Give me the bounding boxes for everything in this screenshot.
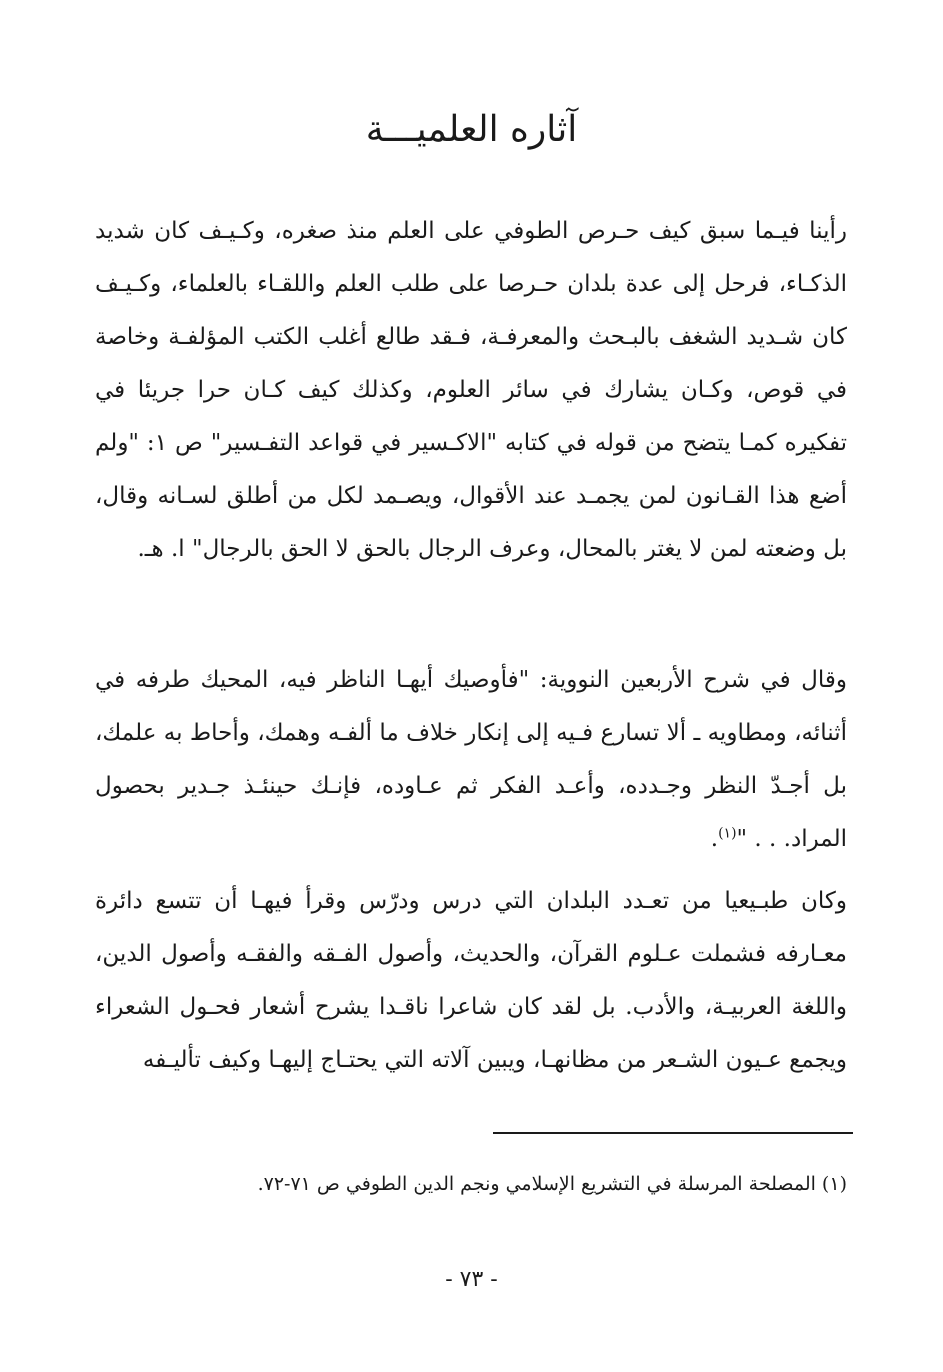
page-number: - ٧٣ - — [445, 1267, 498, 1292]
footnote-reference: (١) — [718, 825, 737, 842]
page-title: آثاره العلميـــة — [365, 109, 578, 150]
paragraph-2-end: . — [710, 826, 719, 852]
paragraph-2 — [95, 654, 847, 866]
footnote-divider — [493, 1132, 853, 1134]
paragraph-2-text: وقال في شرح الأربعين النووية: "فأوصيك أيهـا الناظر فيه، المحيك طرفه في أثنائه، ومطاويه ـ ألا تسارع فـيه إلى إنكار خلاف ما ألفـه وهمك، وأحاط به علمك، بل أجـدّ النظر وجـدده، وأعـد الفكر ثم عـاوده، فإنـك حينئـذ جـدير بحصول المراد. . . " — [95, 667, 847, 852]
footnote: (١) المصلحة المرسلة في التشريع الإسلامي ونجم الدين الطوفي ص ٧١-٧٢. — [257, 1173, 847, 1195]
paragraph-3: وكان طبـيعيا من تعـدد البلدان التي درس ودرّس وقرأ فيهـا أن تتسع دائرة معـارفه فشملت عـلوم القرآن، والحديث، وأصول الفـقه والفقـه وأصول الدين، واللغة العربيـة، والأدب. بل لقد كان شاعرا ناقـدا يشرح أشعار فحـول الشعراء ويجمع عـيون الشـعر من مظانهـا، ويبين آلاته التي يحتـاج إليهـا وكيف تأليـفه — [95, 888, 847, 1073]
paragraph-1: رأينا فيـما سبق كيف حـرص الطوفي على العلم منذ صغره، وكـيـف كان شديد الذكـاء، فرحل إلى عدة بلدان حـرصا على طلب العلم واللقـاء بالعلماء، وكـيـف كان شـديد الشغف بالبـحث والمعرفـة، فـقد طالع أغلب الكتب المؤلفـة وخاصة في قوص، وكـان يشارك في سائر العلوم، وكذلك كيف كـان حرا جريئا في تفكيره كمـا يتضح من قوله في كتابه "الاكـسير في قواعد التفـسير" ص ١: "ولم أضع هذا القـانون لمن يجمـد عند الأقوال، ويصـمد لكل من أطلق لسـانه وقال، بل وضعته لمن لا يغتر بالمحال، وعرف الرجال بالحق لا الحق بالرجال" ا. هـ. — [95, 218, 848, 562]
